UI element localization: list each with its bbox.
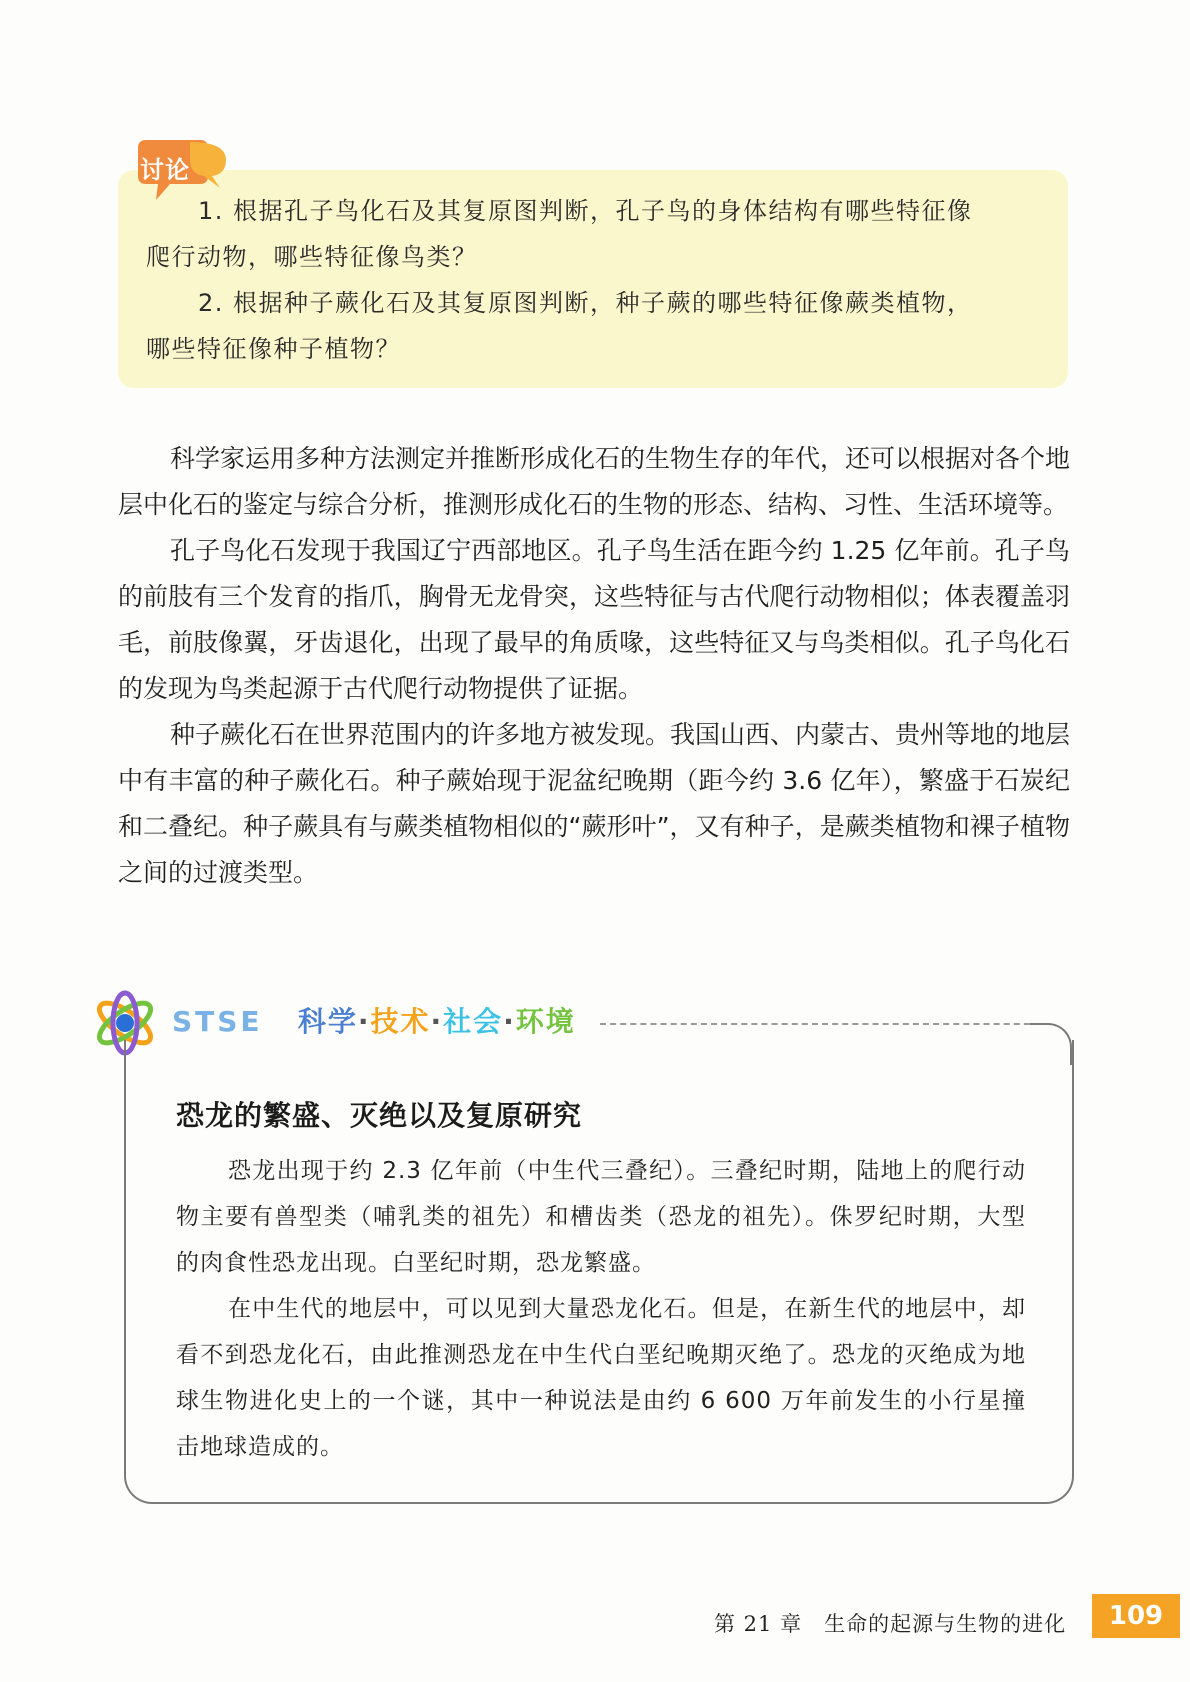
- stse-paragraph-1: 恐龙出现于约 2.3 亿年前（中生代三叠纪）。三叠纪时期，陆地上的爬行动物主要有兽型类（哺乳类的祖先）和槽齿类（恐龙的祖先）。侏罗纪时期，大型的肉食性恐龙出现。白垩纪时期，恐龙繁盛。: [176, 1158, 1026, 1276]
- paragraph-fossil-dating: 科学家运用多种方法测定并推断形成化石的生物生存的年代，还可以根据对各个地层中化石的鉴定与综合分析，推测形成化石的生物的形态、结构、习性、生活环境等。: [118, 444, 1071, 519]
- stse-word: STSE: [172, 1005, 263, 1038]
- stse-science: 科学: [297, 1005, 358, 1038]
- main-body: [118, 436, 1070, 896]
- question-1-line-1: 1. 根据孔子鸟化石及其复原图判断，孔子鸟的身体结构有哪些特征像: [198, 197, 973, 225]
- stse-dot-2: ·: [430, 1005, 444, 1038]
- stse-dot-3: ·: [503, 1005, 516, 1038]
- stse-environment: 环境: [515, 1005, 576, 1038]
- stse-heading: 恐龙的繁盛、灭绝以及复原研究: [176, 1099, 583, 1132]
- stse-dot-1: ·: [357, 1005, 371, 1038]
- stse-title: [172, 1000, 576, 1040]
- discussion-questions: [146, 188, 1051, 372]
- question-2-line-2: 哪些特征像种子植物？: [146, 335, 401, 363]
- question-1-line-2: 爬行动物，哪些特征像鸟类？: [146, 243, 478, 271]
- page-number: 109: [1092, 1594, 1180, 1638]
- footer-chapter-title: 第 21 章 生命的起源与生物的进化: [714, 1612, 1067, 1636]
- stse-technology: 技术: [370, 1005, 431, 1038]
- question-2-line-1: 2. 根据种子蕨化石及其复原图判断，种子蕨的哪些特征像蕨类植物，: [198, 289, 973, 317]
- stse-society: 社会: [443, 1005, 504, 1038]
- paragraph-confuciusornis: 孔子鸟化石发现于我国辽宁西部地区。孔子鸟生活在距今约 1.25 亿年前。孔子鸟的前肢有三个发育的指爪，胸骨无龙骨突，这些特征与古代爬行动物相似；体表覆盖羽毛，前肢像翼，牙齿退化，出现了最早的角质喙，这些特征又与鸟类相似。孔子鸟化石的发现为鸟类起源于古代爬行动物提供了证据。: [118, 536, 1070, 703]
- stse-paragraph-2: 在中生代的地层中，可以见到大量恐龙化石。但是，在新生代的地层中，却看不到恐龙化石，由此推测恐龙在中生代白垩纪晚期灭绝了。恐龙的灭绝成为地球生物进化史上的一个谜，其中一种说法是由约 6 600 万年前发生的小行星撞击地球造成的。: [176, 1296, 1026, 1460]
- paragraph-seed-fern: 种子蕨化石在世界范围内的许多地方被发现。我国山西、内蒙古、贵州等地的地层中有丰富的种子蕨化石。种子蕨始现于泥盆纪晚期（距今约 3.6 亿年），繁盛于石炭纪和二叠纪。种子蕨具有与蕨类植物相似的“蕨形叶”，又有种子，是蕨类植物和裸子植物之间的过渡类型。: [118, 720, 1071, 887]
- discussion-badge-label: 讨论: [140, 156, 190, 184]
- stse-dashed-rule: [600, 1023, 1040, 1025]
- stse-body: [176, 1148, 1026, 1470]
